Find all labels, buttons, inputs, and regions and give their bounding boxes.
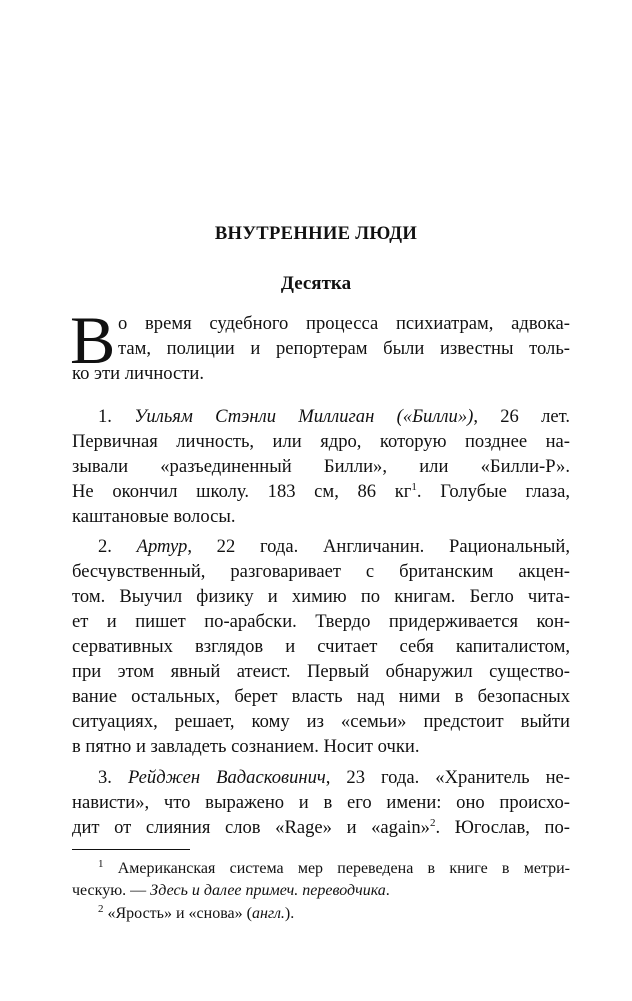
entry-2-line-9: в пятно и завладеть сознанием. Носит очки.: [72, 736, 420, 757]
entry-2-line-4: ет и пишет по-арабски. Твердо придерживается кон-: [72, 611, 570, 632]
footnote-1-period: .: [385, 882, 390, 899]
entry-2-number: 2.: [98, 536, 137, 557]
footnote-2-mark: 2: [98, 902, 104, 915]
footnote-1-text-cont: ческую. —: [72, 882, 151, 899]
entry-3-line-2: нависти», что выражено и в его имени: оно происхо-: [72, 792, 570, 813]
entry-3-line-1: [72, 766, 570, 790]
entry-2-line-6: при этом явный атеист. Первый обнаружил существо-: [72, 661, 570, 682]
footnote-2: [72, 903, 570, 924]
entry-2-line-8: ситуациях, решает, кому из «семьи» предстоит выйти: [72, 711, 570, 732]
entry-3-name: Рейджен Вадасковинич: [127, 767, 326, 788]
entry-1-measurements: Не окончил школу. 183 см, 86 кг: [72, 481, 412, 502]
entry-2-line-5: сервативных взглядов и считает себя капиталистом,: [72, 636, 570, 657]
entry-1-line-5: каштановые волосы.: [72, 506, 236, 527]
entry-2-name: Артур: [136, 536, 188, 557]
footnote-2-language: англ.: [251, 905, 285, 922]
entry-1-name: Уильям Стэнли Миллиган («Билли»): [134, 406, 474, 427]
section-subheading: Десятка: [280, 273, 352, 294]
entry-1-number: 1.: [98, 406, 135, 427]
entry-2-line-7: вание остальных, берет власть над ними в безопасных: [72, 686, 570, 707]
footnote-ref-1: 1: [411, 480, 417, 493]
entry-1-line-3: зывали «разъединенный Билли», или «Билли-Р».: [72, 456, 570, 477]
footnote-1-text: Американская система мер переведена в книге в метри-: [103, 860, 570, 877]
footnote-1-line-1: [72, 858, 570, 879]
entry-2-line-3: том. Выучил физику и химию по книгам. Бегло чита-: [72, 586, 570, 607]
chapter-heading: ВНУТРЕННИЕ ЛЮДИ: [214, 223, 418, 244]
drop-cap: В: [70, 302, 116, 378]
entry-3-rest: , 23 года. «Хранитель не-: [325, 767, 570, 788]
footnote-1-attribution: Здесь и далее примеч. переводчика: [150, 882, 386, 899]
footnote-divider: [72, 849, 190, 850]
entry-2-line-2: бесчувственный, разговаривает с британским акцен-: [72, 561, 570, 582]
entry-2-line-1: [72, 535, 570, 559]
footnote-1-line-2: [72, 880, 570, 901]
intro-line-2: там, полиции и репортерам были известны толь-: [118, 338, 570, 359]
entry-3-nationality: . Югослав, по-: [435, 817, 570, 838]
footnote-ref-2: 2: [429, 816, 436, 829]
entry-1-eyes: . Голубые глаза,: [416, 481, 571, 502]
footnote-2-text: «Ярость» и «снова» (: [103, 905, 252, 922]
entry-1-line-1: [72, 405, 570, 429]
entry-3-line-3: [72, 816, 570, 840]
entry-2-rest: , 22 года. Англичанин. Рациональный,: [187, 536, 570, 557]
footnote-1-mark: 1: [98, 857, 104, 870]
entry-3-number: 3.: [98, 767, 128, 788]
entry-1-rest: , 26 лет.: [473, 406, 570, 427]
entry-3-origin: дит от слияния слов «Rage» и «again»: [72, 817, 430, 838]
intro-line-3: ко эти личности.: [72, 363, 205, 384]
footnote-2-close: ).: [284, 905, 295, 922]
entry-1-line-2: Первичная личность, или ядро, которую позднее на-: [72, 431, 570, 452]
intro-line-1: о время судебного процесса психиатрам, адвока-: [118, 313, 570, 334]
entry-1-line-4: [72, 480, 570, 504]
